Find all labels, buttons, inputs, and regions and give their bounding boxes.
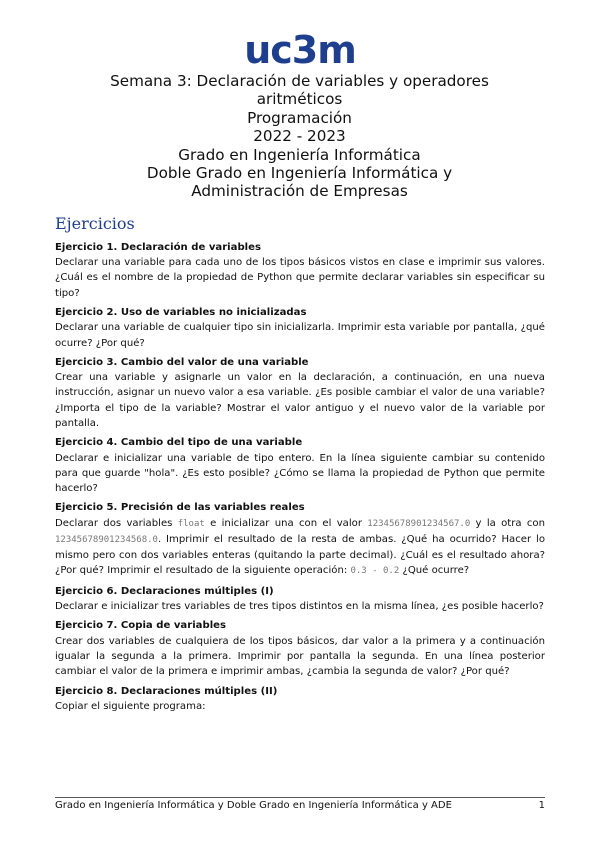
exercise-body: [55, 516, 545, 580]
exercise-2: [55, 305, 545, 351]
exercise-title: Ejercicio 7. Copia de variables: [55, 620, 227, 632]
exercise-6: [55, 584, 545, 614]
title-line-5: Grado en Ingeniería Informática: [178, 145, 421, 164]
exercise-1: [55, 240, 545, 301]
exercise-8: [55, 684, 545, 714]
exercise-title: Ejercicio 5. Precisión de las variables reales: [55, 502, 305, 514]
title-line-4: 2022 - 2023: [253, 127, 346, 146]
inline-code: 12345678901234568.0: [55, 534, 158, 545]
exercise-title: Ejercicio 4. Cambio del tipo de una variable: [55, 437, 303, 449]
title-line-6: Doble Grado en Ingeniería Informática y: [146, 164, 453, 183]
exercise-body: Crear una variable y asignarle un valor en la declaración, a continuación, en una nueva instrucción, asignar un nuevo valor a esa variable. ¿Es posible cambiar el valor de una variable? ¿Importa el tipo de la variable? Mostrar el valor antiguo y el nuevo valor de la variable por pantalla.: [55, 372, 545, 429]
exercise-title: Ejercicio 6. Declaraciones múltiples (I): [55, 585, 274, 597]
page-number: 1: [538, 800, 545, 811]
title-line-1: Semana 3: Declaración de variables y operadores: [110, 72, 489, 90]
exercise-4: [55, 435, 545, 496]
exercise-body: Declarar e inicializar una variable de tipo entero. En la línea siguiente cambiar su contenido para que guarde "hola". ¿Es esto posible? ¿Cómo se llama la propiedad de Python que permite hacerlo?: [55, 452, 545, 494]
exercise-7: [55, 618, 545, 679]
inline-code: 12345678901234567.0: [367, 518, 471, 529]
exercise-3: [55, 355, 545, 431]
page-footer: [55, 800, 545, 811]
logo-text: uc3m: [243, 34, 356, 68]
exercise-title: Ejercicio 2. Uso de variables no inicializadas: [55, 307, 307, 319]
inline-code: 0.3 - 0.2: [350, 566, 400, 577]
exercise-title: Ejercicio 1. Declaración de variables: [55, 242, 261, 253]
section-heading-ejercicios: Ejercicios: [55, 214, 135, 233]
exercise-text: e inicializar una con el valor: [204, 517, 368, 529]
document-title: [60, 72, 539, 201]
exercise-text: Declarar dos variables: [55, 517, 178, 529]
exercise-5: [55, 500, 545, 579]
exercise-body: Crear dos variables de cualquiera de los tipos básicos, dar valor a la primera y a continuación igualar la segunda a la primera. Imprimir por pantalla la segunda. En una línea posterior cambiar el valor de la primera e imprimir ambas, ¿cambia la segunda de valor? ¿Por qué?: [55, 635, 545, 678]
exercise-title: Ejercicio 3. Cambio del valor de una variable: [55, 357, 309, 369]
exercise-body: Declarar una variable para cada uno de los tipos básicos vistos en clase e imprimir sus valores. ¿Cuál es el nombre de la propiedad de Python que permite declarar variables sin especificar su tipo?: [55, 257, 545, 299]
title-line-7: Administración de Empresas: [191, 182, 408, 201]
exercise-text: y la otra con: [470, 517, 545, 529]
exercise-body: Declarar una variable de cualquier tipo sin inicializarla. Imprimir esta variable por pantalla, ¿qué ocurre? ¿Por qué?: [55, 322, 545, 349]
exercise-text: ¿Qué ocurre?: [399, 565, 470, 577]
uc3m-logo-mark: [235, 34, 365, 68]
exercise-text: . Imprimir el resultado de la resta de ambas. ¿Qué ha ocurrido? Hacer lo mismo pero con dos variables enteras (quitando la parte decimal). ¿Cuál es el resultado ahora? ¿Por qué? Imprimir el resultado de la siguiente operación:: [55, 533, 545, 577]
inline-code: float: [177, 518, 205, 529]
exercise-list: [55, 240, 545, 718]
title-line-2: aritméticos: [256, 90, 343, 109]
exercise-body: Copiar el siguiente programa:: [55, 700, 206, 712]
footer-divider: [55, 797, 545, 798]
footer-text: Grado en Ingeniería Informática y Doble Grado en Ingeniería Informática y ADE: [55, 800, 452, 811]
exercise-body: Declarar e inicializar tres variables de tres tipos distintos en la misma línea, ¿es posible hacerlo?: [55, 600, 544, 612]
exercise-title: Ejercicio 8. Declaraciones múltiples (II): [55, 685, 278, 697]
title-line-3: Programación: [247, 108, 352, 127]
uc3m-logo: [0, 34, 599, 68]
